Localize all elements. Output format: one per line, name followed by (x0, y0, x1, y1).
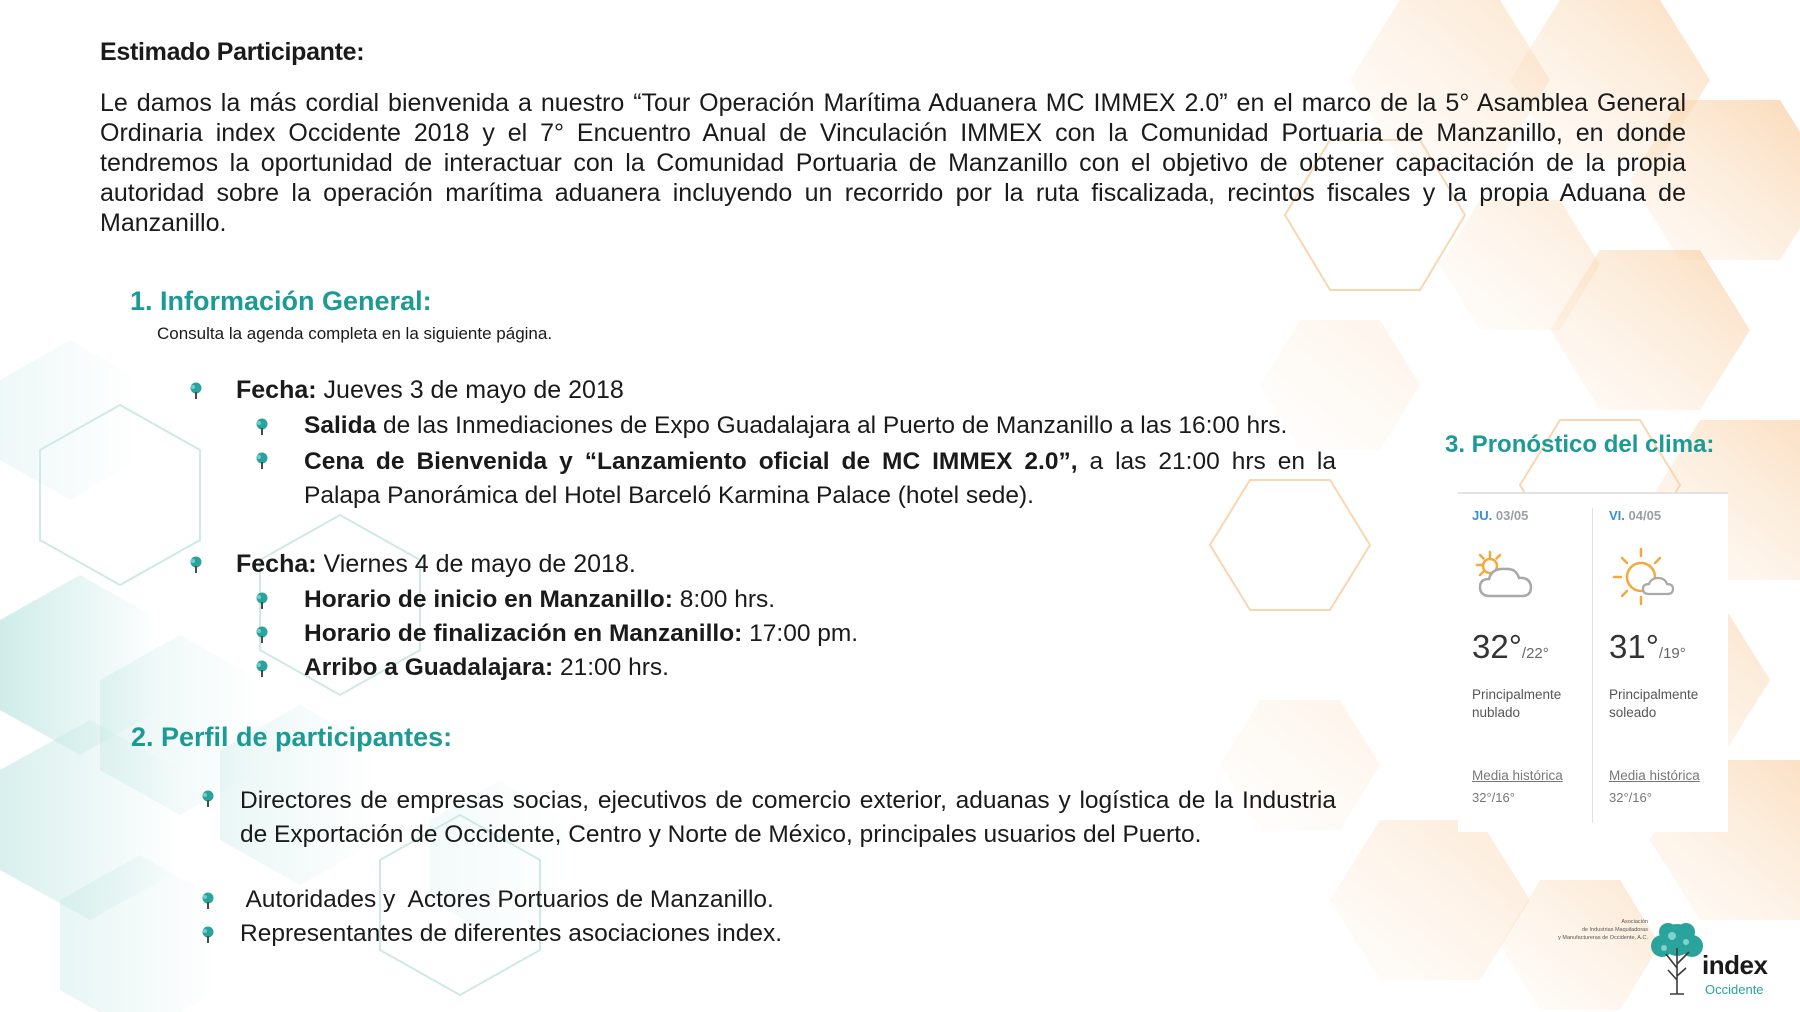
participant-item: Representantes de diferentes asociaciones index. (240, 920, 783, 947)
agenda-item-label: Arribo a Guadalajara: (304, 654, 554, 681)
tree-bullet-icon (254, 418, 270, 436)
weekday: JU. (1472, 508, 1493, 523)
agenda-item-text: de las Inmediaciones de Expo Guadalajara al Puerto de Manzanillo a las 16:00 hrs. (376, 412, 1288, 439)
temp-high: 32° (1472, 628, 1522, 665)
historical-average-link[interactable]: Media histórica (1609, 768, 1700, 783)
agenda-item-text: 21:00 hrs. (553, 654, 669, 681)
mostly-sunny-icon (1605, 546, 1685, 610)
date-value: Jueves 3 de mayo de 2018 (316, 376, 624, 404)
partly-cloudy-icon (1468, 546, 1548, 610)
participant-item: Directores de empresas socias, ejecutivos de comercio exterior, aduanas y logística de la Industria de Exportación de Occidente, Centro y Norte de México, principales usuarios del Puerto. (240, 787, 1336, 848)
date: 03/05 (1495, 508, 1529, 523)
agenda-item-label: Cena de Bienvenida y “Lanzamiento oficial de MC IMMEX 2.0”, (304, 448, 1078, 475)
weather-widget (1458, 492, 1728, 832)
agenda-item-text: a las 21:00 hrs en la Palapa Panorámica del Hotel Barceló Karmina Palace (hotel sede). (304, 448, 1337, 509)
date-value: Viernes 4 de mayo de 2018. (316, 550, 636, 578)
logo-region: Occidente (1705, 982, 1764, 997)
temp-low: /19° (1658, 645, 1686, 662)
weather-day-label (1472, 508, 1528, 523)
section-title-participants: 2. Perfil de participantes: (131, 722, 453, 752)
weather-description: Principalmente nublado (1472, 687, 1562, 720)
agenda-item-arrival (304, 654, 669, 682)
tree-bullet-icon (254, 592, 270, 610)
section-title-general-info: 1. Información General: (130, 286, 432, 316)
tree-bullet-icon (200, 926, 216, 944)
tree-bullet-icon (254, 452, 270, 470)
historical-average-value: 32°/16° (1472, 790, 1515, 805)
date-label: Fecha: (236, 376, 317, 404)
tree-bullet-icon (200, 892, 216, 910)
logo-wordmark: index (1702, 950, 1768, 980)
agenda-item-label: Horario de inicio en Manzanillo: (304, 586, 673, 613)
tree-bullet-icon (188, 556, 204, 574)
agenda-item-label: Horario de finalización en Manzanillo: (304, 620, 743, 647)
logo-tagline (1556, 918, 1648, 942)
agenda-item-welcome-dinner (304, 445, 1336, 513)
tree-bullet-icon (188, 382, 204, 400)
historical-average-link[interactable]: Media histórica (1472, 768, 1563, 783)
tree-bullet-icon (254, 660, 270, 678)
participant-item: Autoridades y Actores Portuarios de Manzanillo. (240, 886, 774, 913)
weather-description: Principalmente soleado (1609, 687, 1699, 720)
agenda-item-start-time (304, 586, 775, 614)
temperature (1609, 628, 1686, 666)
agenda-note: Consulta la agenda completa en la siguiente página. (157, 324, 553, 343)
tree-bullet-icon (254, 626, 270, 644)
agenda-item-departure (304, 412, 1287, 440)
historical-average-value: 32°/16° (1609, 790, 1652, 805)
weather-day-card (1458, 494, 1592, 832)
agenda-item-end-time (304, 620, 858, 648)
weekday: VI. (1609, 508, 1625, 523)
weather-day-card (1595, 494, 1729, 832)
tagline-line: de Industrias Maquiladoras (1581, 927, 1648, 933)
weather-day-label (1609, 508, 1661, 523)
tagline-line: y Manufactureras de Occidente, A.C. (1558, 935, 1648, 941)
temp-high: 31° (1609, 628, 1659, 665)
date-label: Fecha: (236, 550, 317, 578)
agenda-item-text: 17:00 pm. (742, 620, 859, 647)
agenda-item-label: Salida (304, 412, 377, 439)
agenda-item-text: 8:00 hrs. (672, 586, 776, 613)
date: 04/05 (1628, 508, 1662, 523)
tree-bullet-icon (200, 790, 216, 808)
greeting-heading: Estimado Participante: (100, 38, 365, 66)
temp-low: /22° (1521, 645, 1549, 662)
date-line-day2 (236, 550, 636, 579)
tagline-line: Asociación (1621, 919, 1648, 925)
intro-paragraph: Le damos la más cordial bienvenida a nuestro “Tour Operación Marítima Aduanera MC IMMEX 2.0” en el marco de la 5° Asamblea General Ordinaria index Occidente 2018 y el 7° Encuentro Anual de Vinculación IMMEX con la Comunidad Portuaria de Manzanillo, en donde tendremos la oportunidad de interactuar con la Comunidad Portuaria de Manzanillo con el objetivo de obtener capacitación de la propia autoridad sobre la operación marítima aduanera incluyendo un recorrido por la ruta fiscalizada, recintos fiscales y la propia Aduana de Manzanillo. (100, 89, 1686, 237)
divider (1592, 508, 1593, 823)
date-line-day1 (236, 376, 624, 405)
temperature (1472, 628, 1549, 666)
section-title-weather: 3. Pronóstico del clima: (1445, 431, 1715, 458)
